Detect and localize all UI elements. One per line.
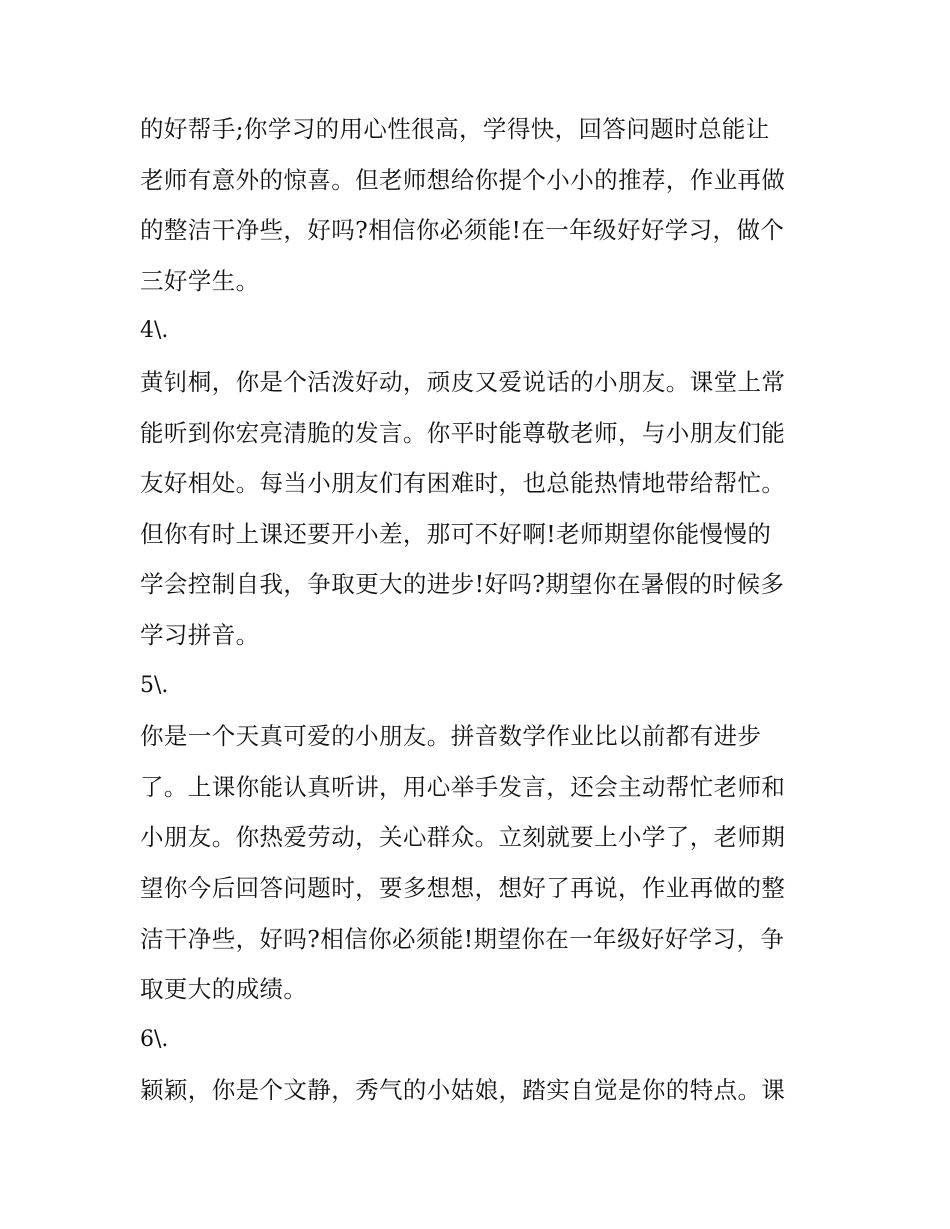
text-line: 学习拼音。 [140,620,260,649]
text-line: 你是一个天真可爱的小朋友。拼音数学作业比以前都有进步 [140,722,762,751]
text-line: 取更大的成绩。 [140,975,308,1004]
text-line: 友好相处。每当小朋友们有困难时，也总能热情地带给帮忙。 [140,469,786,498]
text-line: 但你有时上课还要开小差，那可不好啊!老师期望你能慢慢的 [140,519,772,548]
text-line: 的整洁干净些，好吗?相信你必须能!在一年级好好学习，做个 [140,216,785,245]
text-line: 老师有意外的惊喜。但老师想给你提个小小的推荐，作业再做 [140,165,786,194]
text-line: 黄钊桐，你是个活泼好动，顽皮又爱说话的小朋友。课堂上常 [140,367,786,396]
text-line: 学会控制自我，争取更大的进步!好吗?期望你在暑假的时候多 [140,570,785,599]
text-line: 三好学生。 [140,266,260,295]
text-line: 能听到你宏亮清脆的发言。你平时能尊敬老师，与小朋友们能 [140,418,786,447]
text-line: 颖颖，你是个文静，秀气的小姑娘，踏实自觉是你的特点。课 [140,1076,786,1105]
text-line: 了。上课你能认真听讲，用心举手发言，还会主动帮忙老师和 [140,772,786,801]
item-number-4: 4\. [140,318,169,344]
document-body [140,110,820,1122]
text-line: 小朋友。你热爱劳动，关心群众。立刻就要上小学了，老师期 [140,823,786,852]
item-number-6: 6\. [140,1026,169,1052]
text-line: 的好帮手;你学习的用心性很高，学得快，回答问题时总能让 [140,115,770,143]
text-line: 望你今后回答问题时，要多想想，想好了再说，作业再做的整 [140,873,786,902]
text-line: 洁干净些，好吗?相信你必须能!期望你在一年级好好学习，争 [140,924,785,953]
item-number-5: 5\. [140,672,169,698]
